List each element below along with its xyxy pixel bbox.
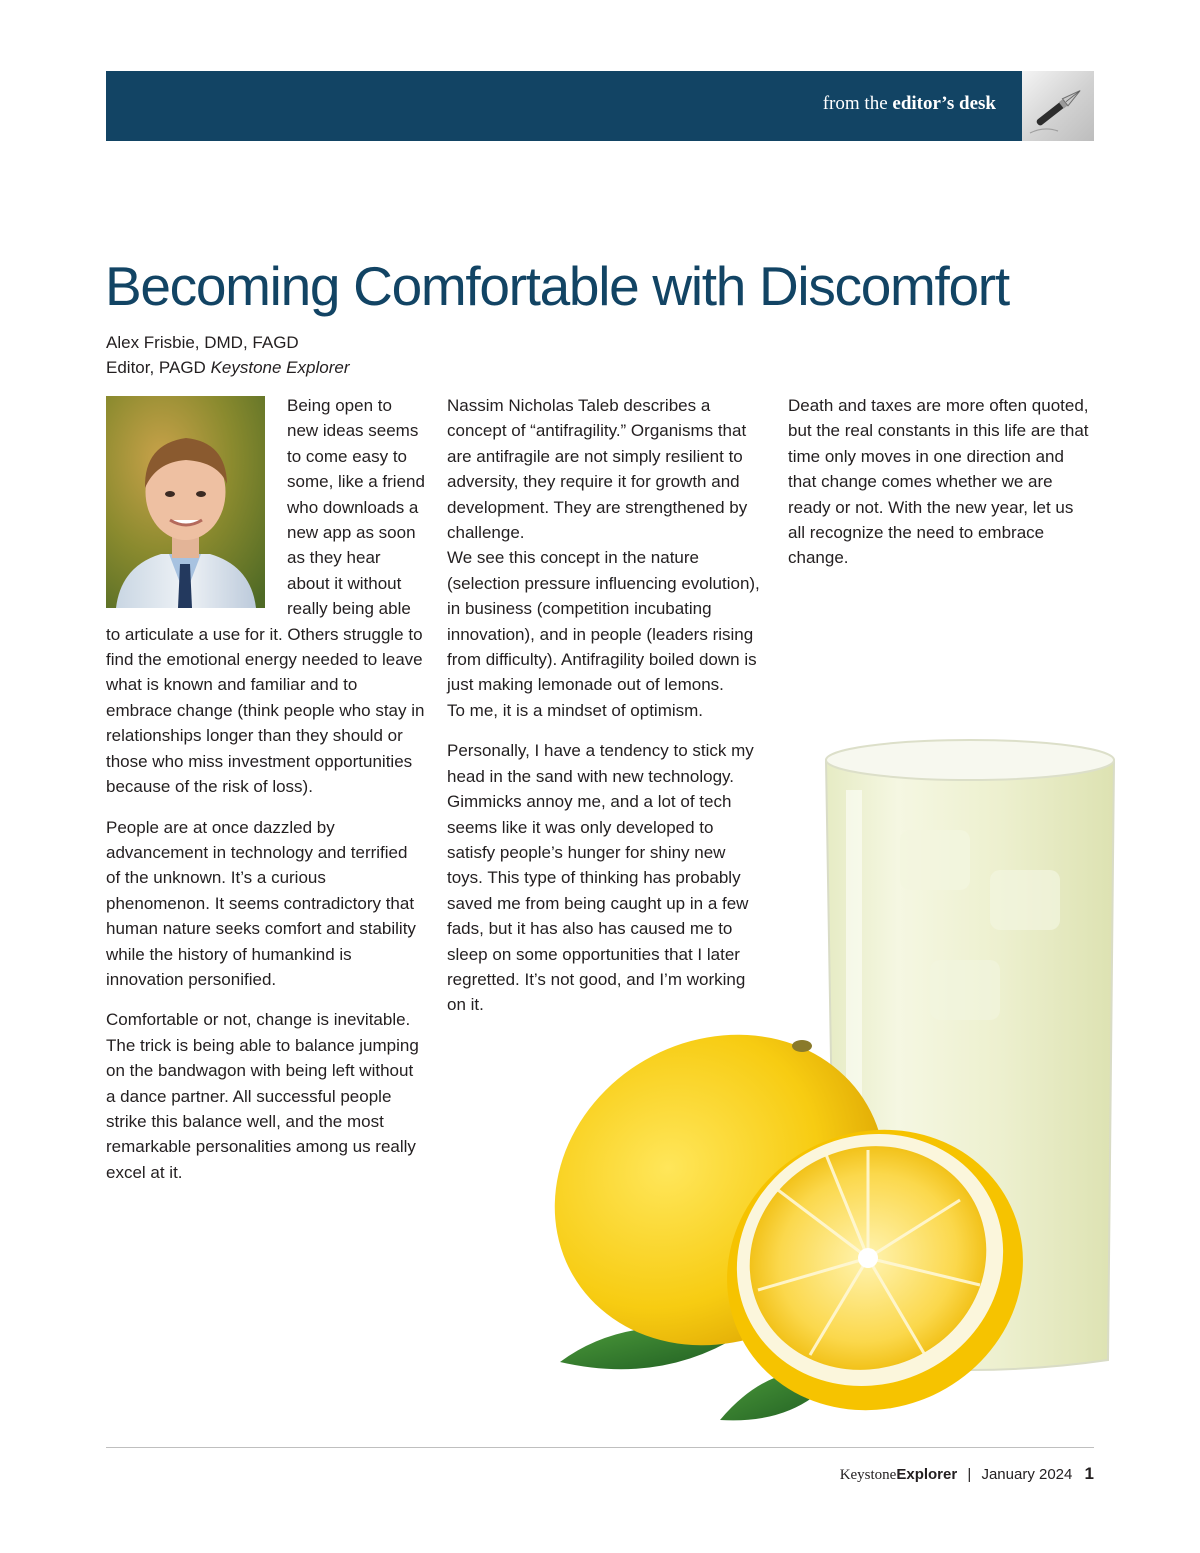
article-title: Becoming Comfortable with Discomfort: [105, 255, 1009, 317]
article-column-3: [788, 393, 1094, 571]
paragraph: Nassim Nicholas Taleb describes a concept of “antifragility.” Organisms that are antifragile are not simply resilient to adversity, they require it for growth and development. They are strengthened by challenge.: [447, 396, 748, 543]
page-number: 1: [1084, 1464, 1094, 1483]
section-header-bar: [106, 71, 1094, 141]
byline: [106, 330, 349, 380]
paragraph: Personally, I have a tendency to stick my head in the sand with new technology. Gimmicks annoy me, and a lot of tech seems like it was only developed to satisfy people’s hunger for shiny new toys. This type of thinking has probably saved me from being caught up in a few fads, but it has also has caused me to sleep on some opportunities that I later regretted. It’s not good, and I’m working on it.: [447, 741, 754, 1015]
paragraph: People are at once dazzled by advancement in technology and terrified of the unknown. It’s a curious phenomenon. It seems contradictory that human nature seeks comfort and stability while the history of humankind is innovation personified.: [106, 817, 416, 989]
page-footer: [840, 1464, 1094, 1484]
author-role: [106, 355, 349, 380]
footer-divider: [106, 1447, 1094, 1448]
paragraph: Death and taxes are more often quoted, but the real constants in this life are that time only moves in one direction and that change comes whether we are ready or not. With the new year, let us all recognize the need to embrace change.: [788, 396, 1089, 568]
article-column-1: [106, 393, 426, 1185]
paragraph: Being open to new ideas seems to come easy to some, like a friend who downloads a new app as soon as they hear about it without really being able to articulate a use for it. Others struggle to find the emotional energy needed to leave what is known and familiar and to embrace change (think people who stay in relationships longer than they should or those who miss investment opportunities because of the risk of loss).: [106, 396, 425, 797]
lemonade-lemon-illustration: [540, 720, 1140, 1440]
magazine-name-part2: Explorer: [896, 1466, 958, 1483]
issue-date: January 2024: [981, 1466, 1073, 1483]
author-role-prefix: Editor, PAGD: [106, 358, 206, 377]
paragraph: To me, it is a mindset of optimism.: [447, 700, 704, 720]
author-publication: Keystone Explorer: [210, 358, 350, 377]
section-label-prefix: from the: [822, 93, 888, 114]
fountain-pen-icon: [1022, 71, 1094, 141]
footer-separator: |: [967, 1466, 972, 1483]
author-name: Alex Frisbie, DMD, FAGD: [106, 333, 299, 352]
section-label: [823, 93, 996, 115]
paragraph: Comfortable or not, change is inevitable. The trick is being able to balance jumping on the bandwagon with being left without a dance partner. All successful people strike this balance well, and the most remarkable personalities among us really excel at it.: [106, 1010, 419, 1182]
paragraph: We see this concept in the nature (selection pressure influencing evolution), in business (competition incubating innovation), and in people (leaders rising from difficulty). Antifragility boiled down is just making lemonade out of lemons.: [447, 548, 760, 695]
magazine-name-part1: Keystone: [839, 1467, 897, 1483]
author-photo: [106, 396, 265, 608]
section-label-strong: editor’s desk: [892, 93, 996, 114]
